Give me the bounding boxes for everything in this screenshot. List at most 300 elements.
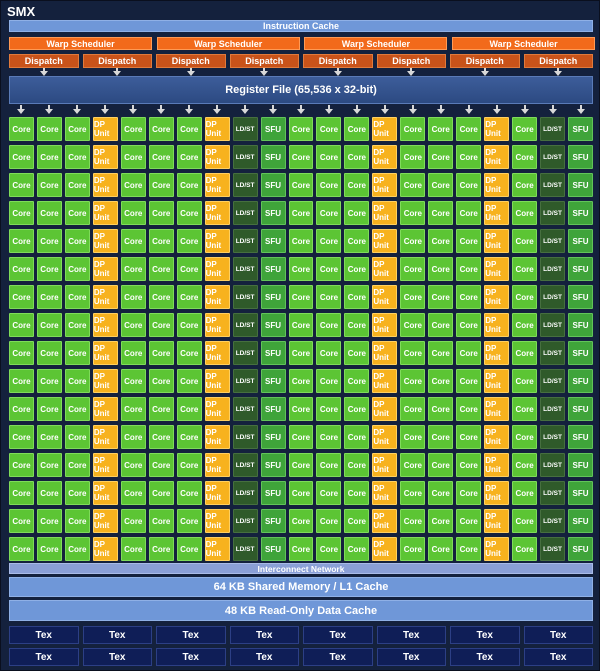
core-unit: Core (456, 313, 481, 337)
ldst-unit: LD/ST (233, 453, 258, 477)
register-arrow-head (297, 109, 305, 114)
core-unit: Core (428, 481, 453, 505)
ldst-unit: LD/ST (540, 341, 565, 365)
core-unit: Core (65, 537, 90, 561)
warp-scheduler: Warp Scheduler (304, 37, 447, 50)
core-unit: Core (400, 257, 425, 281)
dp-unit: DP Unit (93, 285, 118, 309)
core-unit: Core (149, 481, 174, 505)
core-unit: Core (121, 509, 146, 533)
core-unit: Core (121, 453, 146, 477)
warp-scheduler: Warp Scheduler (157, 37, 300, 50)
core-unit: Core (456, 117, 481, 141)
smx-title: SMX (7, 4, 36, 19)
sfu-unit: SFU (568, 481, 593, 505)
core-unit: Core (149, 285, 174, 309)
core-unit: Core (37, 397, 62, 421)
core-unit: Core (9, 313, 34, 337)
dp-unit: DP Unit (372, 481, 397, 505)
interconnect-network: Interconnect Network (9, 563, 593, 574)
core-unit: Core (344, 229, 369, 253)
core-unit: Core (9, 509, 34, 533)
tex-unit: Tex (377, 648, 447, 666)
dp-unit: DP Unit (484, 117, 509, 141)
sfu-unit: SFU (261, 341, 286, 365)
core-unit: Core (149, 369, 174, 393)
core-unit: Core (512, 145, 537, 169)
ldst-unit: LD/ST (540, 173, 565, 197)
sfu-unit: SFU (261, 369, 286, 393)
core-unit: Core (37, 201, 62, 225)
tex-unit: Tex (156, 648, 226, 666)
ldst-unit: LD/ST (233, 481, 258, 505)
core-unit: Core (289, 229, 314, 253)
dp-unit: DP Unit (484, 229, 509, 253)
core-unit: Core (37, 453, 62, 477)
sfu-unit: SFU (261, 257, 286, 281)
core-unit: Core (512, 537, 537, 561)
core-unit: Core (121, 285, 146, 309)
ldst-unit: LD/ST (233, 201, 258, 225)
core-unit: Core (512, 453, 537, 477)
core-unit: Core (289, 425, 314, 449)
core-unit: Core (121, 313, 146, 337)
core-unit: Core (149, 173, 174, 197)
core-unit: Core (149, 425, 174, 449)
core-unit: Core (456, 509, 481, 533)
core-unit: Core (456, 453, 481, 477)
core-unit: Core (344, 341, 369, 365)
dp-unit: DP Unit (484, 313, 509, 337)
tex-unit: Tex (230, 648, 300, 666)
ldst-unit: LD/ST (540, 481, 565, 505)
core-unit: Core (65, 229, 90, 253)
sfu-unit: SFU (261, 285, 286, 309)
core-unit: Core (9, 425, 34, 449)
core-unit: Core (9, 481, 34, 505)
dp-unit: DP Unit (372, 341, 397, 365)
core-unit: Core (121, 117, 146, 141)
core-unit: Core (289, 481, 314, 505)
core-unit: Core (512, 285, 537, 309)
core-unit: Core (344, 285, 369, 309)
dp-unit: DP Unit (484, 341, 509, 365)
core-unit: Core (316, 537, 341, 561)
tex-unit: Tex (9, 626, 79, 644)
core-unit: Core (177, 229, 202, 253)
core-unit: Core (456, 285, 481, 309)
ldst-unit: LD/ST (540, 145, 565, 169)
register-arrow-head (45, 109, 53, 114)
sfu-unit: SFU (261, 397, 286, 421)
core-unit: Core (400, 425, 425, 449)
ldst-unit: LD/ST (233, 285, 258, 309)
core-unit: Core (400, 285, 425, 309)
core-unit: Core (65, 285, 90, 309)
register-arrow-head (157, 109, 165, 114)
core-unit: Core (37, 341, 62, 365)
core-unit: Core (316, 425, 341, 449)
dispatch-unit: Dispatch (450, 54, 520, 68)
core-unit: Core (177, 509, 202, 533)
core-unit: Core (456, 369, 481, 393)
core-unit: Core (400, 313, 425, 337)
core-unit: Core (400, 509, 425, 533)
core-unit: Core (289, 117, 314, 141)
sfu-unit: SFU (261, 201, 286, 225)
core-unit: Core (37, 285, 62, 309)
dp-unit: DP Unit (93, 509, 118, 533)
sfu-unit: SFU (568, 369, 593, 393)
core-unit: Core (428, 341, 453, 365)
dispatch-arrow-head (260, 71, 268, 76)
dp-unit: DP Unit (205, 425, 230, 449)
dp-unit: DP Unit (372, 397, 397, 421)
dp-unit: DP Unit (372, 453, 397, 477)
core-unit: Core (512, 481, 537, 505)
dp-unit: DP Unit (205, 341, 230, 365)
core-unit: Core (400, 229, 425, 253)
core-unit: Core (149, 509, 174, 533)
core-unit: Core (316, 341, 341, 365)
dispatch-arrow-head (334, 71, 342, 76)
ldst-unit: LD/ST (233, 397, 258, 421)
ldst-unit: LD/ST (233, 425, 258, 449)
core-unit: Core (344, 145, 369, 169)
core-unit: Core (289, 341, 314, 365)
ldst-unit: LD/ST (540, 537, 565, 561)
dp-unit: DP Unit (484, 453, 509, 477)
core-unit: Core (149, 341, 174, 365)
ldst-unit: LD/ST (540, 229, 565, 253)
core-unit: Core (344, 509, 369, 533)
sfu-unit: SFU (568, 145, 593, 169)
dispatch-unit: Dispatch (524, 54, 594, 68)
register-arrow-head (465, 109, 473, 114)
dispatch-unit: Dispatch (83, 54, 153, 68)
dp-unit: DP Unit (372, 145, 397, 169)
core-unit: Core (121, 341, 146, 365)
core-unit: Core (344, 257, 369, 281)
core-unit: Core (9, 341, 34, 365)
core-unit: Core (65, 397, 90, 421)
core-unit: Core (121, 397, 146, 421)
dp-unit: DP Unit (372, 117, 397, 141)
dp-unit: DP Unit (205, 313, 230, 337)
core-unit: Core (289, 257, 314, 281)
core-unit: Core (428, 397, 453, 421)
core-unit: Core (428, 537, 453, 561)
core-unit: Core (456, 341, 481, 365)
tex-unit: Tex (156, 626, 226, 644)
sfu-unit: SFU (261, 313, 286, 337)
ldst-unit: LD/ST (540, 201, 565, 225)
core-unit: Core (289, 509, 314, 533)
sfu-unit: SFU (568, 117, 593, 141)
sfu-unit: SFU (568, 201, 593, 225)
ldst-unit: LD/ST (540, 369, 565, 393)
core-unit: Core (121, 369, 146, 393)
register-arrow-head (129, 109, 137, 114)
core-unit: Core (177, 145, 202, 169)
sfu-unit: SFU (261, 481, 286, 505)
ldst-unit: LD/ST (540, 397, 565, 421)
core-unit: Core (316, 173, 341, 197)
core-unit: Core (289, 369, 314, 393)
core-unit: Core (289, 537, 314, 561)
core-unit: Core (316, 453, 341, 477)
sfu-unit: SFU (568, 397, 593, 421)
tex-unit: Tex (9, 648, 79, 666)
ldst-unit: LD/ST (540, 117, 565, 141)
core-unit: Core (316, 285, 341, 309)
tex-unit: Tex (450, 626, 520, 644)
ldst-unit: LD/ST (540, 257, 565, 281)
dp-unit: DP Unit (93, 397, 118, 421)
core-unit: Core (428, 313, 453, 337)
read-only-data-cache: 48 KB Read-Only Data Cache (9, 600, 593, 621)
dp-unit: DP Unit (205, 201, 230, 225)
register-arrow-head (437, 109, 445, 114)
core-unit: Core (121, 425, 146, 449)
dp-unit: DP Unit (372, 201, 397, 225)
ldst-unit: LD/ST (540, 509, 565, 533)
ldst-unit: LD/ST (233, 229, 258, 253)
dp-unit: DP Unit (484, 509, 509, 533)
core-unit: Core (177, 397, 202, 421)
core-unit: Core (512, 173, 537, 197)
register-arrow-head (185, 109, 193, 114)
core-unit: Core (400, 453, 425, 477)
core-unit: Core (512, 341, 537, 365)
register-arrow-head (269, 109, 277, 114)
core-unit: Core (316, 369, 341, 393)
core-unit: Core (456, 201, 481, 225)
instruction-cache: Instruction Cache (9, 20, 593, 32)
core-unit: Core (428, 229, 453, 253)
sfu-unit: SFU (568, 257, 593, 281)
core-unit: Core (149, 537, 174, 561)
core-unit: Core (9, 173, 34, 197)
core-unit: Core (400, 397, 425, 421)
dp-unit: DP Unit (372, 313, 397, 337)
sfu-unit: SFU (568, 509, 593, 533)
register-arrow-head (101, 109, 109, 114)
sfu-unit: SFU (568, 425, 593, 449)
core-unit: Core (37, 369, 62, 393)
dp-unit: DP Unit (484, 285, 509, 309)
ldst-unit: LD/ST (540, 285, 565, 309)
core-unit: Core (456, 481, 481, 505)
sfu-unit: SFU (568, 537, 593, 561)
core-unit: Core (121, 201, 146, 225)
tex-unit: Tex (83, 648, 153, 666)
dp-unit: DP Unit (372, 509, 397, 533)
sfu-unit: SFU (568, 313, 593, 337)
dispatch-arrow-head (113, 71, 121, 76)
core-unit: Core (344, 369, 369, 393)
register-arrow-head (17, 109, 25, 114)
core-unit: Core (428, 285, 453, 309)
core-unit: Core (456, 257, 481, 281)
warp-scheduler: Warp Scheduler (452, 37, 595, 50)
core-unit: Core (149, 313, 174, 337)
dp-unit: DP Unit (93, 341, 118, 365)
core-unit: Core (177, 313, 202, 337)
core-unit: Core (37, 145, 62, 169)
core-unit: Core (121, 537, 146, 561)
core-unit: Core (121, 145, 146, 169)
core-unit: Core (316, 229, 341, 253)
tex-unit: Tex (377, 626, 447, 644)
core-unit: Core (121, 229, 146, 253)
dp-unit: DP Unit (484, 173, 509, 197)
dp-unit: DP Unit (205, 257, 230, 281)
core-unit: Core (37, 229, 62, 253)
core-unit: Core (65, 257, 90, 281)
core-unit: Core (428, 369, 453, 393)
core-unit: Core (37, 537, 62, 561)
core-unit: Core (512, 201, 537, 225)
dp-unit: DP Unit (484, 201, 509, 225)
core-unit: Core (344, 397, 369, 421)
sfu-unit: SFU (261, 117, 286, 141)
sfu-unit: SFU (568, 341, 593, 365)
core-unit: Core (9, 285, 34, 309)
core-unit: Core (428, 145, 453, 169)
core-unit: Core (149, 201, 174, 225)
core-unit: Core (121, 257, 146, 281)
register-arrow-head (325, 109, 333, 114)
core-unit: Core (400, 369, 425, 393)
core-unit: Core (65, 173, 90, 197)
sfu-unit: SFU (261, 173, 286, 197)
core-unit: Core (428, 117, 453, 141)
core-unit: Core (344, 537, 369, 561)
core-unit: Core (65, 313, 90, 337)
core-unit: Core (316, 397, 341, 421)
core-unit: Core (456, 145, 481, 169)
core-unit: Core (316, 257, 341, 281)
core-unit: Core (316, 117, 341, 141)
core-unit: Core (289, 201, 314, 225)
core-unit: Core (344, 425, 369, 449)
dp-unit: DP Unit (205, 369, 230, 393)
core-unit: Core (456, 397, 481, 421)
core-unit: Core (456, 537, 481, 561)
core-unit: Core (177, 117, 202, 141)
core-unit: Core (149, 229, 174, 253)
register-arrow-head (241, 109, 249, 114)
dp-unit: DP Unit (93, 201, 118, 225)
dp-unit: DP Unit (93, 257, 118, 281)
core-unit: Core (37, 425, 62, 449)
core-unit: Core (149, 145, 174, 169)
core-unit: Core (37, 257, 62, 281)
tex-unit: Tex (83, 626, 153, 644)
dp-unit: DP Unit (205, 453, 230, 477)
dp-unit: DP Unit (484, 397, 509, 421)
core-unit: Core (65, 425, 90, 449)
ldst-unit: LD/ST (233, 117, 258, 141)
ldst-unit: LD/ST (540, 313, 565, 337)
core-unit: Core (289, 397, 314, 421)
core-unit: Core (344, 481, 369, 505)
dp-unit: DP Unit (205, 537, 230, 561)
core-unit: Core (37, 481, 62, 505)
core-unit: Core (512, 397, 537, 421)
ldst-unit: LD/ST (233, 145, 258, 169)
sfu-unit: SFU (261, 229, 286, 253)
core-unit: Core (177, 173, 202, 197)
core-unit: Core (121, 481, 146, 505)
dp-unit: DP Unit (93, 313, 118, 337)
dp-unit: DP Unit (93, 229, 118, 253)
core-unit: Core (512, 117, 537, 141)
core-unit: Core (400, 145, 425, 169)
core-unit: Core (428, 201, 453, 225)
core-unit: Core (428, 257, 453, 281)
core-unit: Core (400, 537, 425, 561)
dispatch-unit: Dispatch (9, 54, 79, 68)
core-unit: Core (512, 425, 537, 449)
core-unit: Core (177, 341, 202, 365)
ldst-unit: LD/ST (540, 453, 565, 477)
register-arrow-head (577, 109, 585, 114)
core-unit: Core (316, 145, 341, 169)
dispatch-arrow-head (40, 71, 48, 76)
core-unit: Core (456, 173, 481, 197)
core-unit: Core (149, 257, 174, 281)
dp-unit: DP Unit (205, 173, 230, 197)
core-unit: Core (400, 481, 425, 505)
tex-unit: Tex (450, 648, 520, 666)
core-unit: Core (177, 369, 202, 393)
dp-unit: DP Unit (484, 145, 509, 169)
sfu-unit: SFU (568, 173, 593, 197)
tex-unit: Tex (303, 626, 373, 644)
core-unit: Core (177, 425, 202, 449)
ldst-unit: LD/ST (233, 257, 258, 281)
sfu-unit: SFU (261, 425, 286, 449)
ldst-unit: LD/ST (540, 425, 565, 449)
dispatch-unit: Dispatch (377, 54, 447, 68)
core-unit: Core (149, 453, 174, 477)
core-unit: Core (289, 453, 314, 477)
ldst-unit: LD/ST (233, 173, 258, 197)
core-unit: Core (37, 117, 62, 141)
core-unit: Core (400, 173, 425, 197)
core-unit: Core (512, 509, 537, 533)
core-unit: Core (177, 537, 202, 561)
register-arrow-head (493, 109, 501, 114)
core-unit: Core (65, 453, 90, 477)
dp-unit: DP Unit (93, 145, 118, 169)
sfu-unit: SFU (568, 229, 593, 253)
core-unit: Core (65, 369, 90, 393)
ldst-unit: LD/ST (233, 537, 258, 561)
dp-unit: DP Unit (372, 425, 397, 449)
core-unit: Core (456, 229, 481, 253)
register-arrow-head (409, 109, 417, 114)
warp-scheduler: Warp Scheduler (9, 37, 152, 50)
core-unit: Core (512, 313, 537, 337)
dispatch-arrow-head (187, 71, 195, 76)
core-unit: Core (121, 173, 146, 197)
register-arrow-head (521, 109, 529, 114)
core-unit: Core (289, 173, 314, 197)
core-unit: Core (65, 509, 90, 533)
